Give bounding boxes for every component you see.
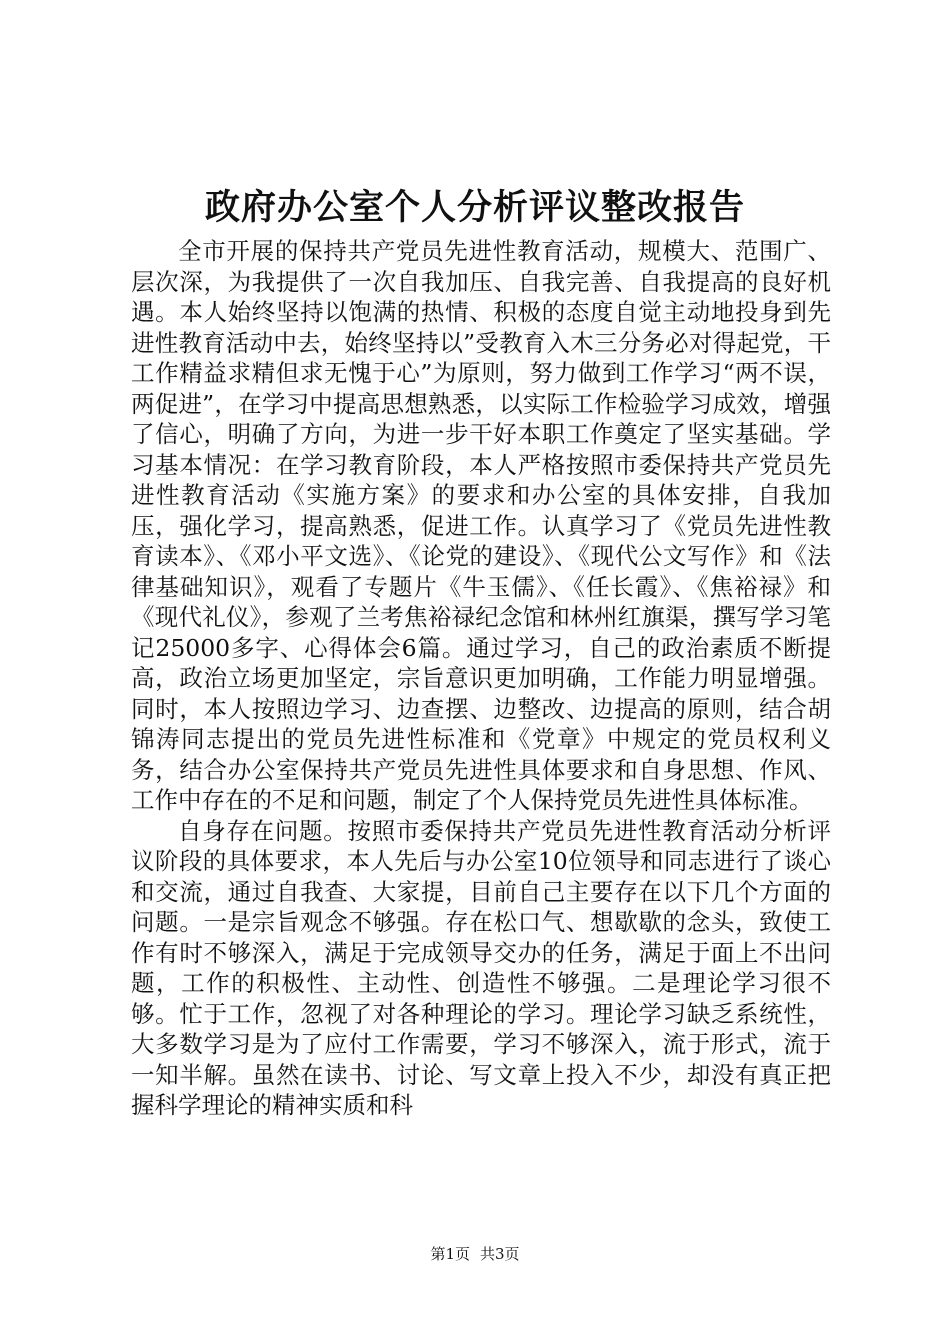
- paragraph-study-overview: 全市开展的保持共产党员先进性教育活动，规模大、范围广、层次深，为我提供了一次自我加压、自我完善、自我提高的良好机遇。本人始终坚持以饱满的热情、积极的态度自觉主动地投身到先进性教育活动中去，始终坚持以”受教育入木三分务必对得起党，干工作精益求精但求无愧于心”为原则，努力做到工作学习“两不误，两促进”，在学习中提高思想熟悉，以实际工作检验学习成效，增强了信心，明确了方向，为进一步干好本职工作奠定了坚实基础。学习基本情况：在学习教育阶段，本人严格按照市委保持共产党员先进性教育活动《实施方案》的要求和办公室的具体安排，自我加压，强化学习，提高熟悉，促进工作。认真学习了《党员先进性教育读本》、《邓小平文选》、《论党的建设》、《现代公文写作》和《法律基础知识》，观看了专题片《牛玉儒》、《任长霞》、《焦裕禄》和《现代礼仪》，参观了兰考焦裕禄纪念馆和林州红旗渠，撰写学习笔记25000多字、心得体会6篇。通过学习，自己的政治素质不断提高，政治立场更加坚定，宗旨意识更加明确，工作能力明显增强。同时，本人按照边学习、边查摆、边整改、边提高的原则，结合胡锦涛同志提出的党员先进性标准和《党章》中规定的党员权利义务，结合办公室保持共产党员先进性具体要求和自身思想、作风、工作中存在的不足和问题，制定了个人保持党员先进性具体标准。: [131, 237, 831, 814]
- document-title: 政府办公室个人分析评议整改报告: [204, 188, 745, 228]
- page-total: 共3页: [480, 1245, 520, 1263]
- page-number: 第1页: [430, 1245, 470, 1263]
- document-body: [131, 236, 831, 1121]
- page-footer: [0, 1244, 950, 1264]
- paragraph-existing-problems: 自身存在问题。按照市委保持共产党员先进性教育活动分析评议阶段的具体要求，本人先后与办公室10位领导和同志进行了谈心和交流，通过自我查、大家提，目前自己主要存在以下几个方面的问题。一是宗旨观念不够强。存在松口气、想歇歇的念头，致使工作有时不够深入，满足于完成领导交办的任务，满足于面上不出问题，工作的积极性、主动性、创造性不够强。二是理论学习很不够。忙于工作，忽视了对各种理论的学习。理论学习缺乏系统性，大多数学习是为了应付工作需要，学习不够深入，流于形式，流于一知半解。虽然在读书、讨论、写文章上投入不少，却没有真正把握科学理论的精神实质和科: [131, 816, 831, 1119]
